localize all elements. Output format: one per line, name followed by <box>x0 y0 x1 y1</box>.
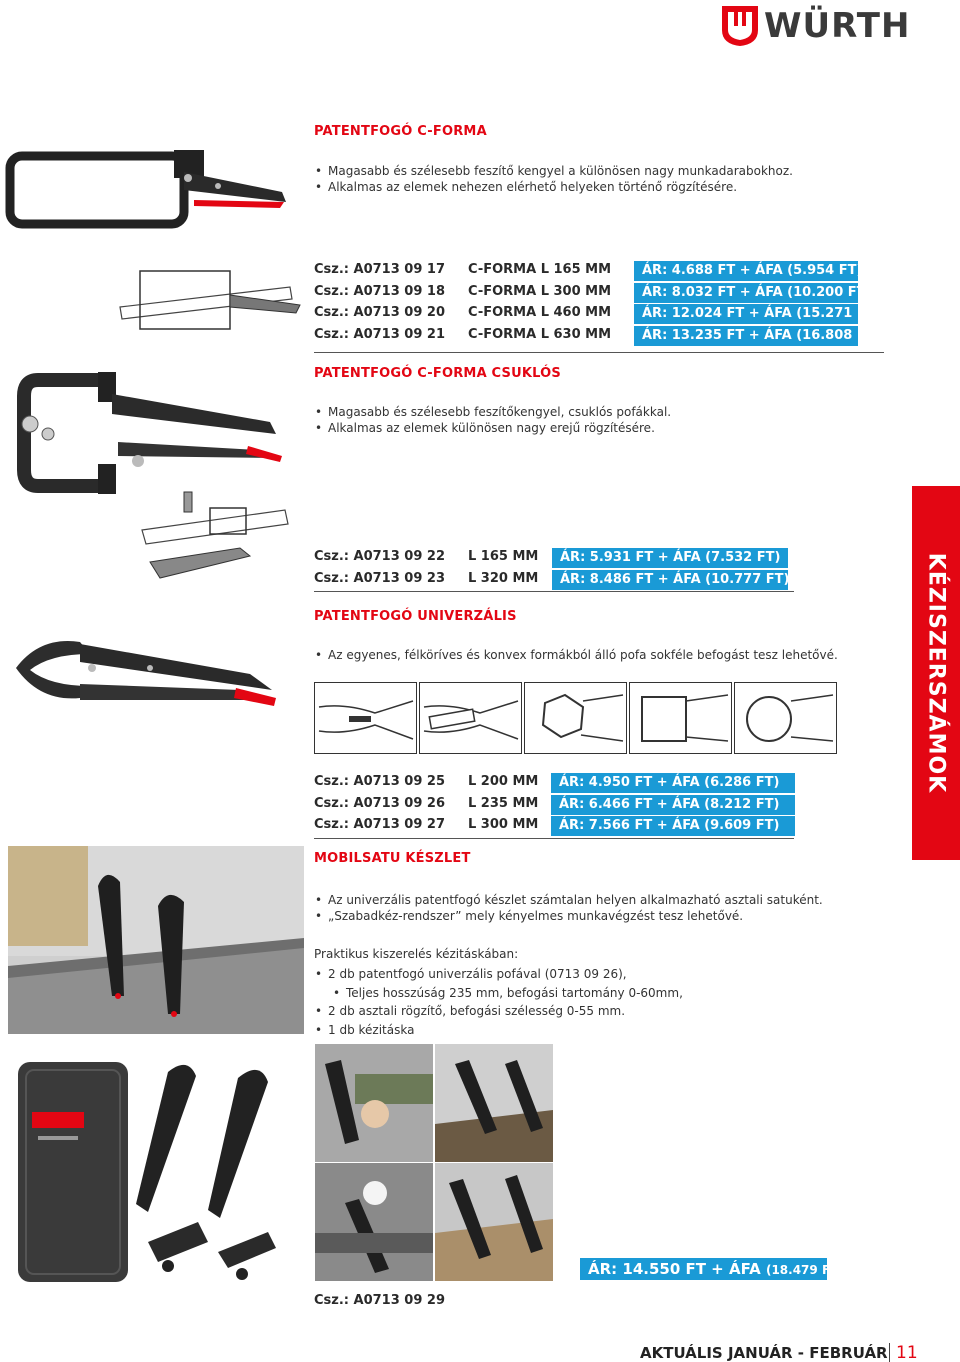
pliers-on-table-photo-icon <box>8 846 304 1034</box>
bullet: • 2 db patentfogó univerzális pofával (0713 09 26), <box>314 965 874 984</box>
item-code: Csz.: A0713 09 21 <box>314 326 445 342</box>
universal-locking-pliers-icon <box>10 628 280 718</box>
c-forma-csuklos-bullets <box>314 404 874 436</box>
section-divider <box>314 838 794 839</box>
bullet: • 1 db kézitáska <box>314 1021 874 1040</box>
price-box: ÁR: 13.235 FT + ÁFA (16.808 FT) <box>634 326 858 346</box>
pliers-clamping-board-icon <box>315 1044 433 1162</box>
spec-row <box>314 302 611 324</box>
jaw-illustration-round <box>734 682 837 754</box>
spec-row <box>314 259 611 281</box>
mobilsatu-item-code: Csz.: A0713 09 29 <box>314 1293 445 1308</box>
usage-photo-4 <box>435 1163 553 1281</box>
item-code: Csz.: A0713 09 26 <box>314 795 445 811</box>
bullet: • Az egyenes, félköríves és konvex formákból álló pofa sokféle befogást tesz lehetővé. <box>314 647 874 663</box>
item-code: Csz.: A0713 09 18 <box>314 283 445 299</box>
price-box: ÁR: 8.486 FT + ÁFA (10.777 FT) <box>552 570 788 590</box>
price-box: ÁR: 7.566 FT + ÁFA (9.609 FT) <box>551 816 795 836</box>
c-clamp-usage-sketch-icon <box>110 257 310 337</box>
swivel-clamp-usage-sketch-icon <box>140 490 290 600</box>
spec-row <box>314 281 611 303</box>
section-title-c-forma: PATENTFOGÓ C-FORMA <box>314 124 487 139</box>
price-net: ÁR: 14.550 FT + ÁFA <box>588 1260 761 1278</box>
wurth-logo <box>720 4 920 48</box>
item-desc: C-FORMA L 460 MM <box>468 305 612 320</box>
item-desc: C-FORMA L 300 MM <box>468 283 612 299</box>
pliers-drilling-icon <box>435 1044 553 1162</box>
price-box: ÁR: 4.688 FT + ÁFA (5.954 FT) <box>634 261 858 281</box>
item-code: Csz.: A0713 09 23 <box>314 570 445 586</box>
section-title-c-forma-csuklos: PATENTFOGÓ C-FORMA CSUKLÓS <box>314 366 561 381</box>
c-forma-bullets <box>314 163 874 195</box>
item-code: Csz.: A0713 09 20 <box>314 305 445 320</box>
item-desc: C-FORMA L 165 MM <box>468 262 612 277</box>
mobilsatu-usage-photo <box>8 846 304 1034</box>
mobilsatu-set-product-icon <box>8 1052 308 1287</box>
jaw-illustration-flat <box>314 682 417 754</box>
item-code: Csz.: A0713 09 27 <box>314 817 445 832</box>
swivel-c-clamp-pliers-icon <box>8 366 288 496</box>
mobilsatu-bullets <box>314 892 874 924</box>
bullet: • Az univerzális patentfogó készlet számtalan helyen alkalmazható asztali satuként. <box>314 892 874 908</box>
price-box: ÁR: 6.466 FT + ÁFA (8.212 FT) <box>551 795 795 815</box>
item-code: Csz.: A0713 09 17 <box>314 262 445 277</box>
univerzalis-price-list <box>551 773 795 836</box>
page-number: 11 <box>896 1343 918 1362</box>
bullet: • Magasabb és szélesebb feszítőkengyel, csuklós pofákkal. <box>314 404 874 420</box>
jaw-illustration-bar <box>419 682 522 754</box>
item-code: Csz.: A0713 09 22 <box>314 549 445 564</box>
price-box: ÁR: 12.024 FT + ÁFA (15.271 FT) <box>634 304 858 324</box>
item-desc: L 200 MM <box>468 774 539 789</box>
section-title-univerzalis: PATENTFOGÓ UNIVERZÁLIS <box>314 609 517 624</box>
package-items <box>314 965 874 1039</box>
c-clamp-pliers-icon <box>4 142 304 237</box>
section-divider <box>314 591 794 592</box>
c-forma-spec-table <box>314 259 611 345</box>
brand-name: WÜRTH <box>764 6 911 46</box>
section-title-mobilsatu: MOBILSATU KÉSZLET <box>314 851 471 866</box>
price-gross: (18.479 FT) <box>765 1263 844 1277</box>
univerzalis-spec-table <box>314 771 538 836</box>
c-forma-csuklos-price-list <box>552 548 788 590</box>
square-jaw-icon <box>630 683 731 753</box>
bullet-sub: • Teljes hosszúság 235 mm, befogási tartomány 0-60mm, <box>314 984 874 1003</box>
spec-row <box>314 568 538 590</box>
footer-label: AKTUÁLIS JANUÁR - FEBRUÁR <box>640 1344 888 1362</box>
price-box: ÁR: 5.931 FT + ÁFA (7.532 FT) <box>552 548 788 568</box>
usage-photo-3 <box>315 1163 433 1281</box>
usage-photo-2 <box>435 1044 553 1162</box>
usage-photo-1 <box>315 1044 433 1162</box>
section-divider <box>314 352 884 353</box>
spec-row <box>314 546 538 568</box>
hexagon-jaw-icon <box>525 683 626 753</box>
package-title: Praktikus kiszerelés kézitáskában: <box>314 947 519 961</box>
item-code: Csz.: A0713 09 25 <box>314 774 445 789</box>
bullet: • Alkalmas az elemek különösen nagy erejű rögzítésére. <box>314 420 874 436</box>
jaw-shape-illustrations <box>314 682 837 754</box>
bullet: • 2 db asztali rögzítő, befogási szélesség 0-55 mm. <box>314 1002 874 1021</box>
item-desc: L 320 MM <box>468 570 539 586</box>
univerzalis-bullets <box>314 647 874 663</box>
jaw-illustration-hexagon <box>524 682 627 754</box>
mobilsatu-price-box <box>580 1258 844 1280</box>
pliers-holding-pipe-icon <box>435 1163 553 1281</box>
price-box: ÁR: 8.032 FT + ÁFA (10.200 FT) <box>634 283 858 303</box>
spec-row <box>314 771 538 793</box>
spec-row <box>314 814 538 836</box>
price-box: ÁR: 4.950 FT + ÁFA (6.286 FT) <box>551 773 795 793</box>
spec-row <box>314 324 611 346</box>
bar-jaw-icon <box>420 683 521 753</box>
pliers-welding-icon <box>315 1163 433 1281</box>
bullet: • „Szabadkéz-rendszer” mely kényelmes munkavégzést tesz lehetővé. <box>314 908 874 924</box>
bullet: • Alkalmas az elemek nehezen elérhető helyeken történő rögzítésére. <box>314 179 874 195</box>
category-side-tab <box>912 486 960 860</box>
item-desc: L 165 MM <box>468 549 539 564</box>
footer-divider <box>889 1343 890 1362</box>
item-desc: L 300 MM <box>468 817 539 832</box>
item-desc: C-FORMA L 630 MM <box>468 326 612 342</box>
jaw-illustration-square <box>629 682 732 754</box>
flat-object-jaw-icon <box>315 683 416 753</box>
spec-row <box>314 793 538 815</box>
category-label: KÉZISZERSZÁMOK <box>923 552 949 794</box>
c-forma-csuklos-spec-table <box>314 546 538 589</box>
item-desc: L 235 MM <box>468 795 539 811</box>
round-jaw-icon <box>735 683 836 753</box>
bullet: • Magasabb és szélesebb feszítő kengyel a különösen nagy munkadarabokhoz. <box>314 163 874 179</box>
wurth-emblem-icon <box>720 4 760 48</box>
c-forma-price-list <box>634 261 881 346</box>
